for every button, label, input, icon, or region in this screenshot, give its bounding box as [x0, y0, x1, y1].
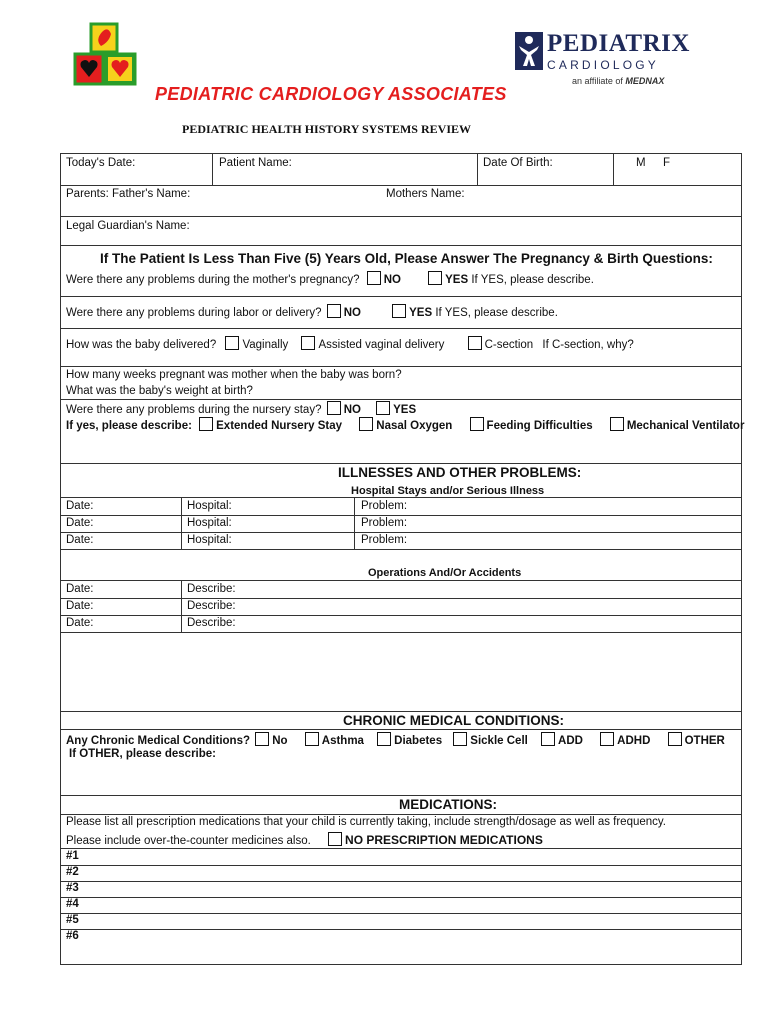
med-item-5: #5	[66, 914, 79, 926]
nursery-label: Extended Nursery Stay	[216, 420, 343, 432]
q6-no-label: NO	[343, 404, 361, 416]
hosp-date-1: Date:	[66, 500, 94, 512]
feeding-checkbox[interactable]	[470, 417, 484, 431]
operations-heading: Operations And/Or Accidents	[368, 567, 522, 579]
feeding-label: Feeding Difficulties	[486, 420, 593, 432]
form-title: PEDIATRIC HEALTH HISTORY SYSTEMS REVIEW	[182, 122, 471, 136]
med-item-2: #2	[66, 866, 79, 878]
other-describe: If OTHER, please describe:	[69, 748, 216, 760]
q7-label: If yes, please describe:	[66, 420, 192, 432]
hosp-date-2: Date:	[66, 517, 94, 529]
adhd-checkbox[interactable]	[600, 732, 614, 746]
chronic-no-checkbox[interactable]	[255, 732, 269, 746]
no-meds-checkbox[interactable]	[328, 832, 342, 846]
sex-f-label: F	[663, 157, 671, 169]
q6-no-checkbox[interactable]	[327, 401, 341, 415]
guardian-label: Legal Guardian's Name:	[66, 220, 190, 232]
q2-yes-label: YES	[409, 307, 433, 319]
oxygen-checkbox[interactable]	[359, 417, 373, 431]
other-label: OTHER	[684, 735, 725, 747]
ventilator-checkbox[interactable]	[610, 417, 624, 431]
c-section-checkbox[interactable]	[468, 336, 482, 350]
c-section-why: If C-section, why?	[542, 339, 634, 351]
nursery-checkbox[interactable]	[199, 417, 213, 431]
q1-no-label: NO	[383, 274, 401, 286]
todays-date-label: Today's Date:	[66, 157, 136, 169]
q1-yes-checkbox[interactable]	[428, 271, 442, 285]
hosp-problem-1: Problem:	[361, 500, 408, 512]
diabetes-checkbox[interactable]	[377, 732, 391, 746]
ventilator-label: Mechanical Ventilator	[626, 420, 745, 432]
logo-sub: CARDIOLOGY	[547, 58, 660, 72]
mother-name-label: Mothers Name:	[386, 188, 465, 200]
op-describe-3: Describe:	[187, 617, 236, 629]
hosp-name-1: Hospital:	[187, 500, 232, 512]
q1-yes-label: YES	[445, 274, 469, 286]
sickle-label: Sickle Cell	[470, 735, 528, 747]
hosp-name-2: Hospital:	[187, 517, 232, 529]
add-label: ADD	[558, 735, 583, 747]
c-section-label: C-section	[484, 339, 534, 351]
q6-label: Were there any problems during the nursery stay?	[66, 404, 322, 416]
op-describe-2: Describe:	[187, 600, 236, 612]
med-item-4: #4	[66, 898, 79, 910]
chronic-no-label: No	[272, 735, 288, 747]
q2-label: Were there any problems during labor or delivery?	[66, 307, 322, 319]
med-item-3: #3	[66, 882, 79, 894]
logo-brand: PEDIATRIX	[547, 30, 690, 57]
q1-label: Were there any problems during the mother's pregnancy?	[66, 274, 360, 286]
logo-affiliate: MEDNAX	[625, 76, 665, 86]
blocks-logo	[72, 22, 140, 88]
q2-yes-checkbox[interactable]	[392, 304, 406, 318]
asthma-label: Asthma	[321, 735, 364, 747]
medications-heading: MEDICATIONS:	[399, 797, 497, 812]
illness-heading: ILLNESSES AND OTHER PROBLEMS:	[338, 465, 582, 480]
q1-no-checkbox[interactable]	[367, 271, 381, 285]
op-describe-1: Describe:	[187, 583, 236, 595]
add-checkbox[interactable]	[541, 732, 555, 746]
vaginal-checkbox[interactable]	[225, 336, 239, 350]
dob-label: Date Of Birth:	[483, 157, 553, 169]
hospital-heading: Hospital Stays and/or Serious Illness	[351, 485, 545, 497]
med-instructions-2: Please include over-the-counter medicines also.	[66, 835, 311, 847]
q4-label: How many weeks pregnant was mother when the baby was born?	[66, 369, 402, 381]
hosp-name-3: Hospital:	[187, 534, 232, 546]
pediatrix-figure-icon	[515, 32, 543, 70]
q5-label: What was the baby's weight at birth?	[66, 385, 253, 397]
pregnancy-heading: If The Patient Is Less Than Five (5) Years Old, Please Answer The Pregnancy & Birth Questions:	[100, 251, 713, 266]
med-item-1: #1	[66, 850, 79, 862]
op-date-1: Date:	[66, 583, 94, 595]
heart-blocks-icon	[72, 22, 140, 88]
father-name-label: Parents: Father's Name:	[66, 188, 191, 200]
pediatrix-logo	[515, 30, 690, 94]
no-meds-label: NO PRESCRIPTION MEDICATIONS	[345, 833, 543, 847]
q3-label: How was the baby delivered?	[66, 339, 217, 351]
hosp-date-3: Date:	[66, 534, 94, 546]
sickle-checkbox[interactable]	[453, 732, 467, 746]
practice-name: PEDIATRIC CARDIOLOGY ASSOCIATES	[155, 84, 507, 104]
q2-no-checkbox[interactable]	[327, 304, 341, 318]
q1-describe: If YES, please describe.	[471, 274, 594, 286]
hosp-problem-3: Problem:	[361, 534, 408, 546]
sex-m-label: M	[636, 157, 646, 169]
asthma-checkbox[interactable]	[305, 732, 319, 746]
q2-describe: If YES, please describe.	[435, 307, 558, 319]
vaginal-label: Vaginally	[242, 339, 289, 351]
med-instructions-1: Please list all prescription medications that your child is currently taking, include strength/dosage as well as frequency.	[66, 816, 667, 828]
adhd-label: ADHD	[617, 735, 651, 747]
chronic-question: Any Chronic Medical Conditions?	[66, 735, 251, 747]
logo-affiliate-prefix: an affiliate of	[572, 76, 623, 86]
oxygen-label: Nasal Oxygen	[376, 420, 453, 432]
assisted-label: Assisted vaginal delivery	[318, 339, 445, 351]
assisted-checkbox[interactable]	[301, 336, 315, 350]
q2-no-label: NO	[343, 307, 361, 319]
chronic-heading: CHRONIC MEDICAL CONDITIONS:	[343, 713, 564, 728]
q6-yes-label: YES	[393, 404, 417, 416]
other-checkbox[interactable]	[668, 732, 682, 746]
med-item-6: #6	[66, 930, 79, 942]
q6-yes-checkbox[interactable]	[376, 401, 390, 415]
op-date-2: Date:	[66, 600, 94, 612]
op-date-3: Date:	[66, 617, 94, 629]
diabetes-label: Diabetes	[394, 735, 443, 747]
patient-name-label: Patient Name:	[219, 157, 292, 169]
hosp-problem-2: Problem:	[361, 517, 408, 529]
